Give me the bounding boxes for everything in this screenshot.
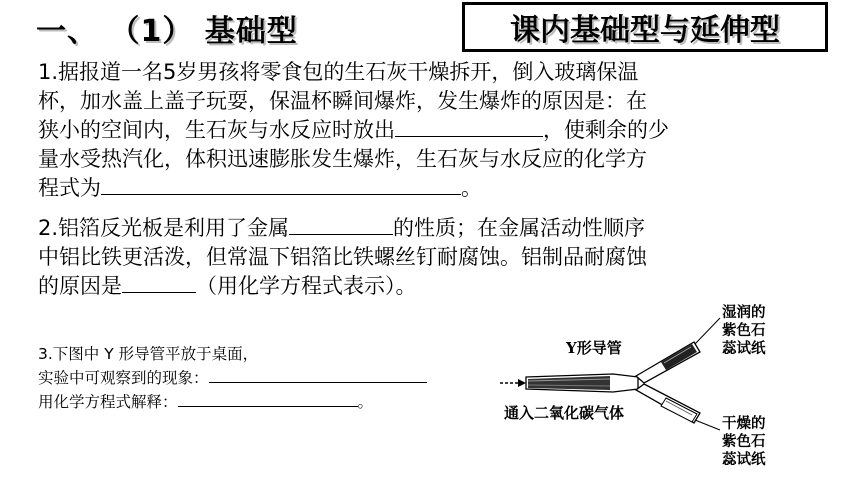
q2-text: 的性质；在金属活动性顺序 — [393, 216, 646, 240]
q1-line: 杯，加水盖上盖子玩耍，保温杯瞬间爆炸，发生爆炸的原因是：在 — [38, 89, 647, 113]
q3-line: 3.下图中 Y 形导管平放于桌面， — [38, 345, 259, 363]
tube-label: Y形导管 — [566, 339, 622, 357]
top-label-line: 紫色石 — [722, 322, 766, 339]
bottom-leader-line — [695, 420, 720, 430]
question-2 — [38, 214, 647, 301]
answer-blank-phenomenon[interactable] — [209, 368, 427, 383]
q1-text: ，使剩余的少 — [543, 118, 669, 142]
question-1 — [38, 58, 669, 203]
q2-line — [38, 272, 647, 301]
section-heading — [36, 6, 298, 50]
top-label-line: 蕊试纸 — [722, 340, 766, 357]
q3-text: 。 — [357, 393, 374, 411]
q1-text: 程式为 — [38, 176, 101, 200]
question-3 — [38, 342, 427, 414]
q3-line — [38, 390, 427, 414]
q2-line — [38, 214, 647, 243]
q1-line — [38, 116, 669, 145]
q1-line — [38, 174, 669, 203]
q1-text: 狭小的空间内，生石灰与水反应时放出 — [38, 118, 395, 142]
q2-text: 2.铝箔反光板是利用了金属 — [38, 216, 290, 240]
answer-blank-equation[interactable] — [101, 174, 461, 195]
heading-number: （1） — [109, 14, 194, 49]
bottom-label-line: 蕊试纸 — [722, 451, 766, 468]
bottom-label-line: 干燥的 — [722, 415, 766, 432]
heading-prefix: 一、 — [36, 14, 98, 49]
heading-text: 基础型 — [204, 14, 298, 49]
top-leader-line — [695, 318, 720, 344]
answer-blank-reason[interactable] — [122, 272, 196, 293]
gas-arrow-icon — [500, 379, 526, 387]
bottom-label-line: 紫色石 — [722, 433, 766, 450]
title-box: 课内基础型与延伸型 — [462, 2, 828, 52]
q2-line: 中铝比铁更活泼，但常温下铝箔比铁螺丝钉耐腐蚀。铝制品耐腐蚀 — [38, 245, 647, 269]
top-label-line: 湿润的 — [722, 304, 766, 321]
q1-line: 1.据报道一名5岁男孩将零食包的生石灰干燥拆开，倒入玻璃保温 — [38, 60, 639, 84]
q2-text: 的原因是 — [38, 274, 122, 298]
q3-text: 用化学方程式解释： — [38, 393, 178, 411]
q3-line — [38, 366, 427, 390]
q2-text: （用化学方程式表示）。 — [196, 274, 417, 298]
gas-label: 通入二氧化碳气体 — [504, 404, 625, 422]
answer-blank-property[interactable] — [289, 214, 393, 235]
q1-line: 量水受热汽化，体积迅速膨胀发生爆炸，生石灰与水反应的化学方 — [38, 147, 647, 171]
answer-blank-equation-3[interactable] — [178, 392, 358, 407]
answer-blank-heat[interactable] — [395, 116, 543, 137]
y-tube-diagram — [498, 302, 798, 480]
q3-text: 实验中可观察到的现象： — [38, 369, 209, 387]
q1-text: 。 — [461, 176, 482, 200]
